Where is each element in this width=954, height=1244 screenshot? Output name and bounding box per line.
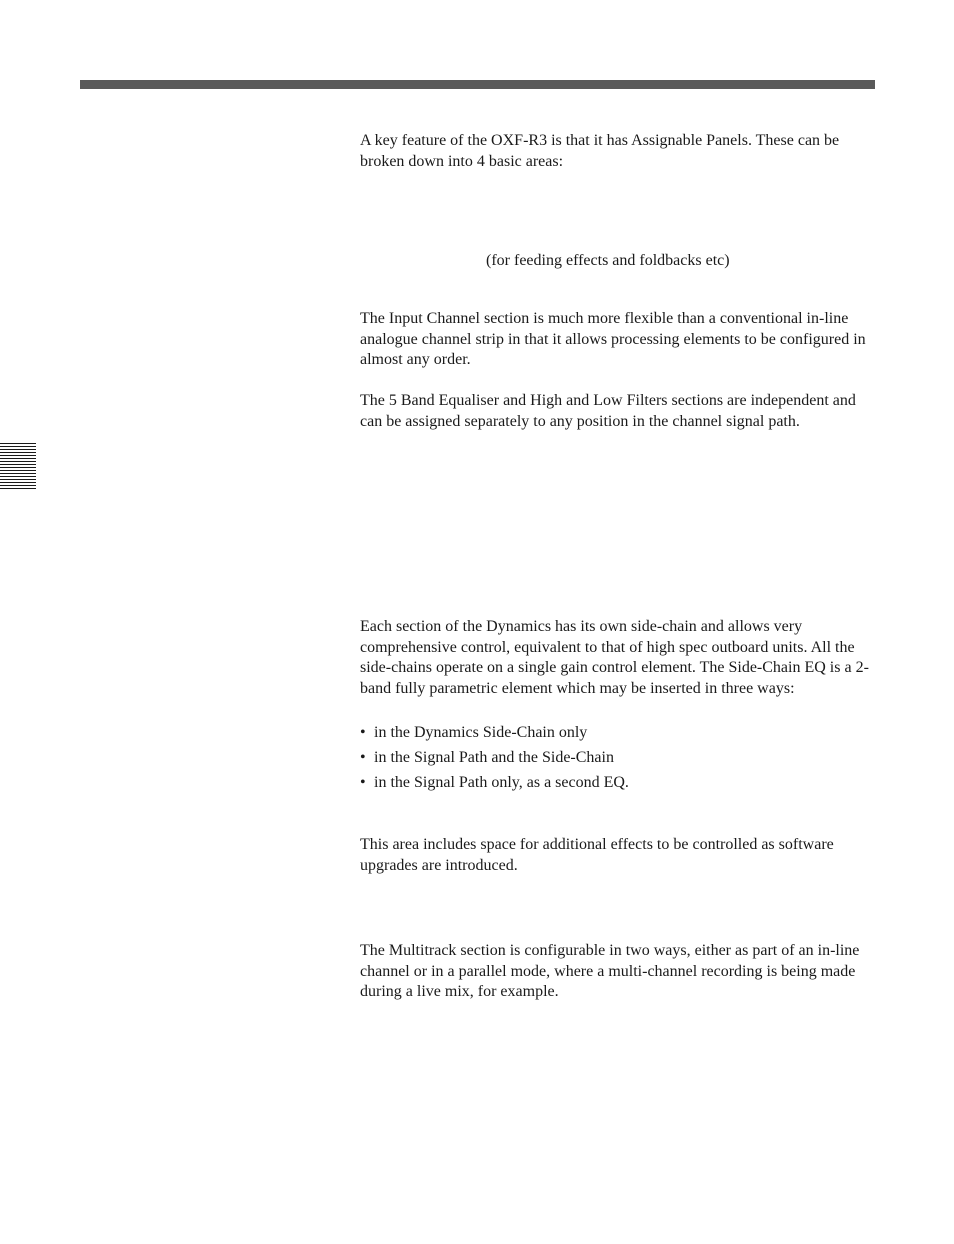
chapter-edge-tab <box>0 443 36 490</box>
intro-paragraph: A key feature of the OXF-R3 is that it has Assignable Panels. These can be broken down into 4 basic areas: <box>360 132 840 170</box>
sidechain-options-list <box>360 723 880 798</box>
bullet: • <box>360 724 366 741</box>
effects-area-paragraph: This area includes space for additional effects to be controlled as software upgrades are introduced. <box>360 836 834 874</box>
list-item-text: in the Signal Path and the Side-Chain <box>374 749 614 766</box>
aux-note: (for feeding effects and foldbacks etc) <box>486 252 730 269</box>
multitrack-paragraph: The Multitrack section is configurable in two ways, either as part of an in-line channel or in a parallel mode, where a multi-channel recording is being made during a live mix, for example. <box>360 942 860 1000</box>
dynamics-paragraph: Each section of the Dynamics has its own side-chain and allows very comprehensive control, equivalent to that of high spec outboard units. All the side-chains operate on a single gain control element. The Side-Chain EQ is a 2-band fully parametric element which may be inserted in three ways: <box>360 618 869 697</box>
eq-filters-paragraph: The 5 Band Equaliser and High and Low Filters sections are independent and can be assigned separately to any position in the channel signal path. <box>360 392 856 430</box>
input-channel-paragraph: The Input Channel section is much more flexible than a conventional in-line analogue channel strip in that it allows processing elements to be configured in almost any order. <box>360 310 866 368</box>
list-item-text: in the Signal Path only, as a second EQ. <box>374 774 629 791</box>
bullet: • <box>360 749 366 766</box>
bullet: • <box>360 774 366 791</box>
header-rule <box>80 80 875 89</box>
list-item <box>360 748 880 773</box>
list-item <box>360 723 880 748</box>
list-item <box>360 773 880 798</box>
list-item-text: in the Dynamics Side-Chain only <box>374 724 588 741</box>
